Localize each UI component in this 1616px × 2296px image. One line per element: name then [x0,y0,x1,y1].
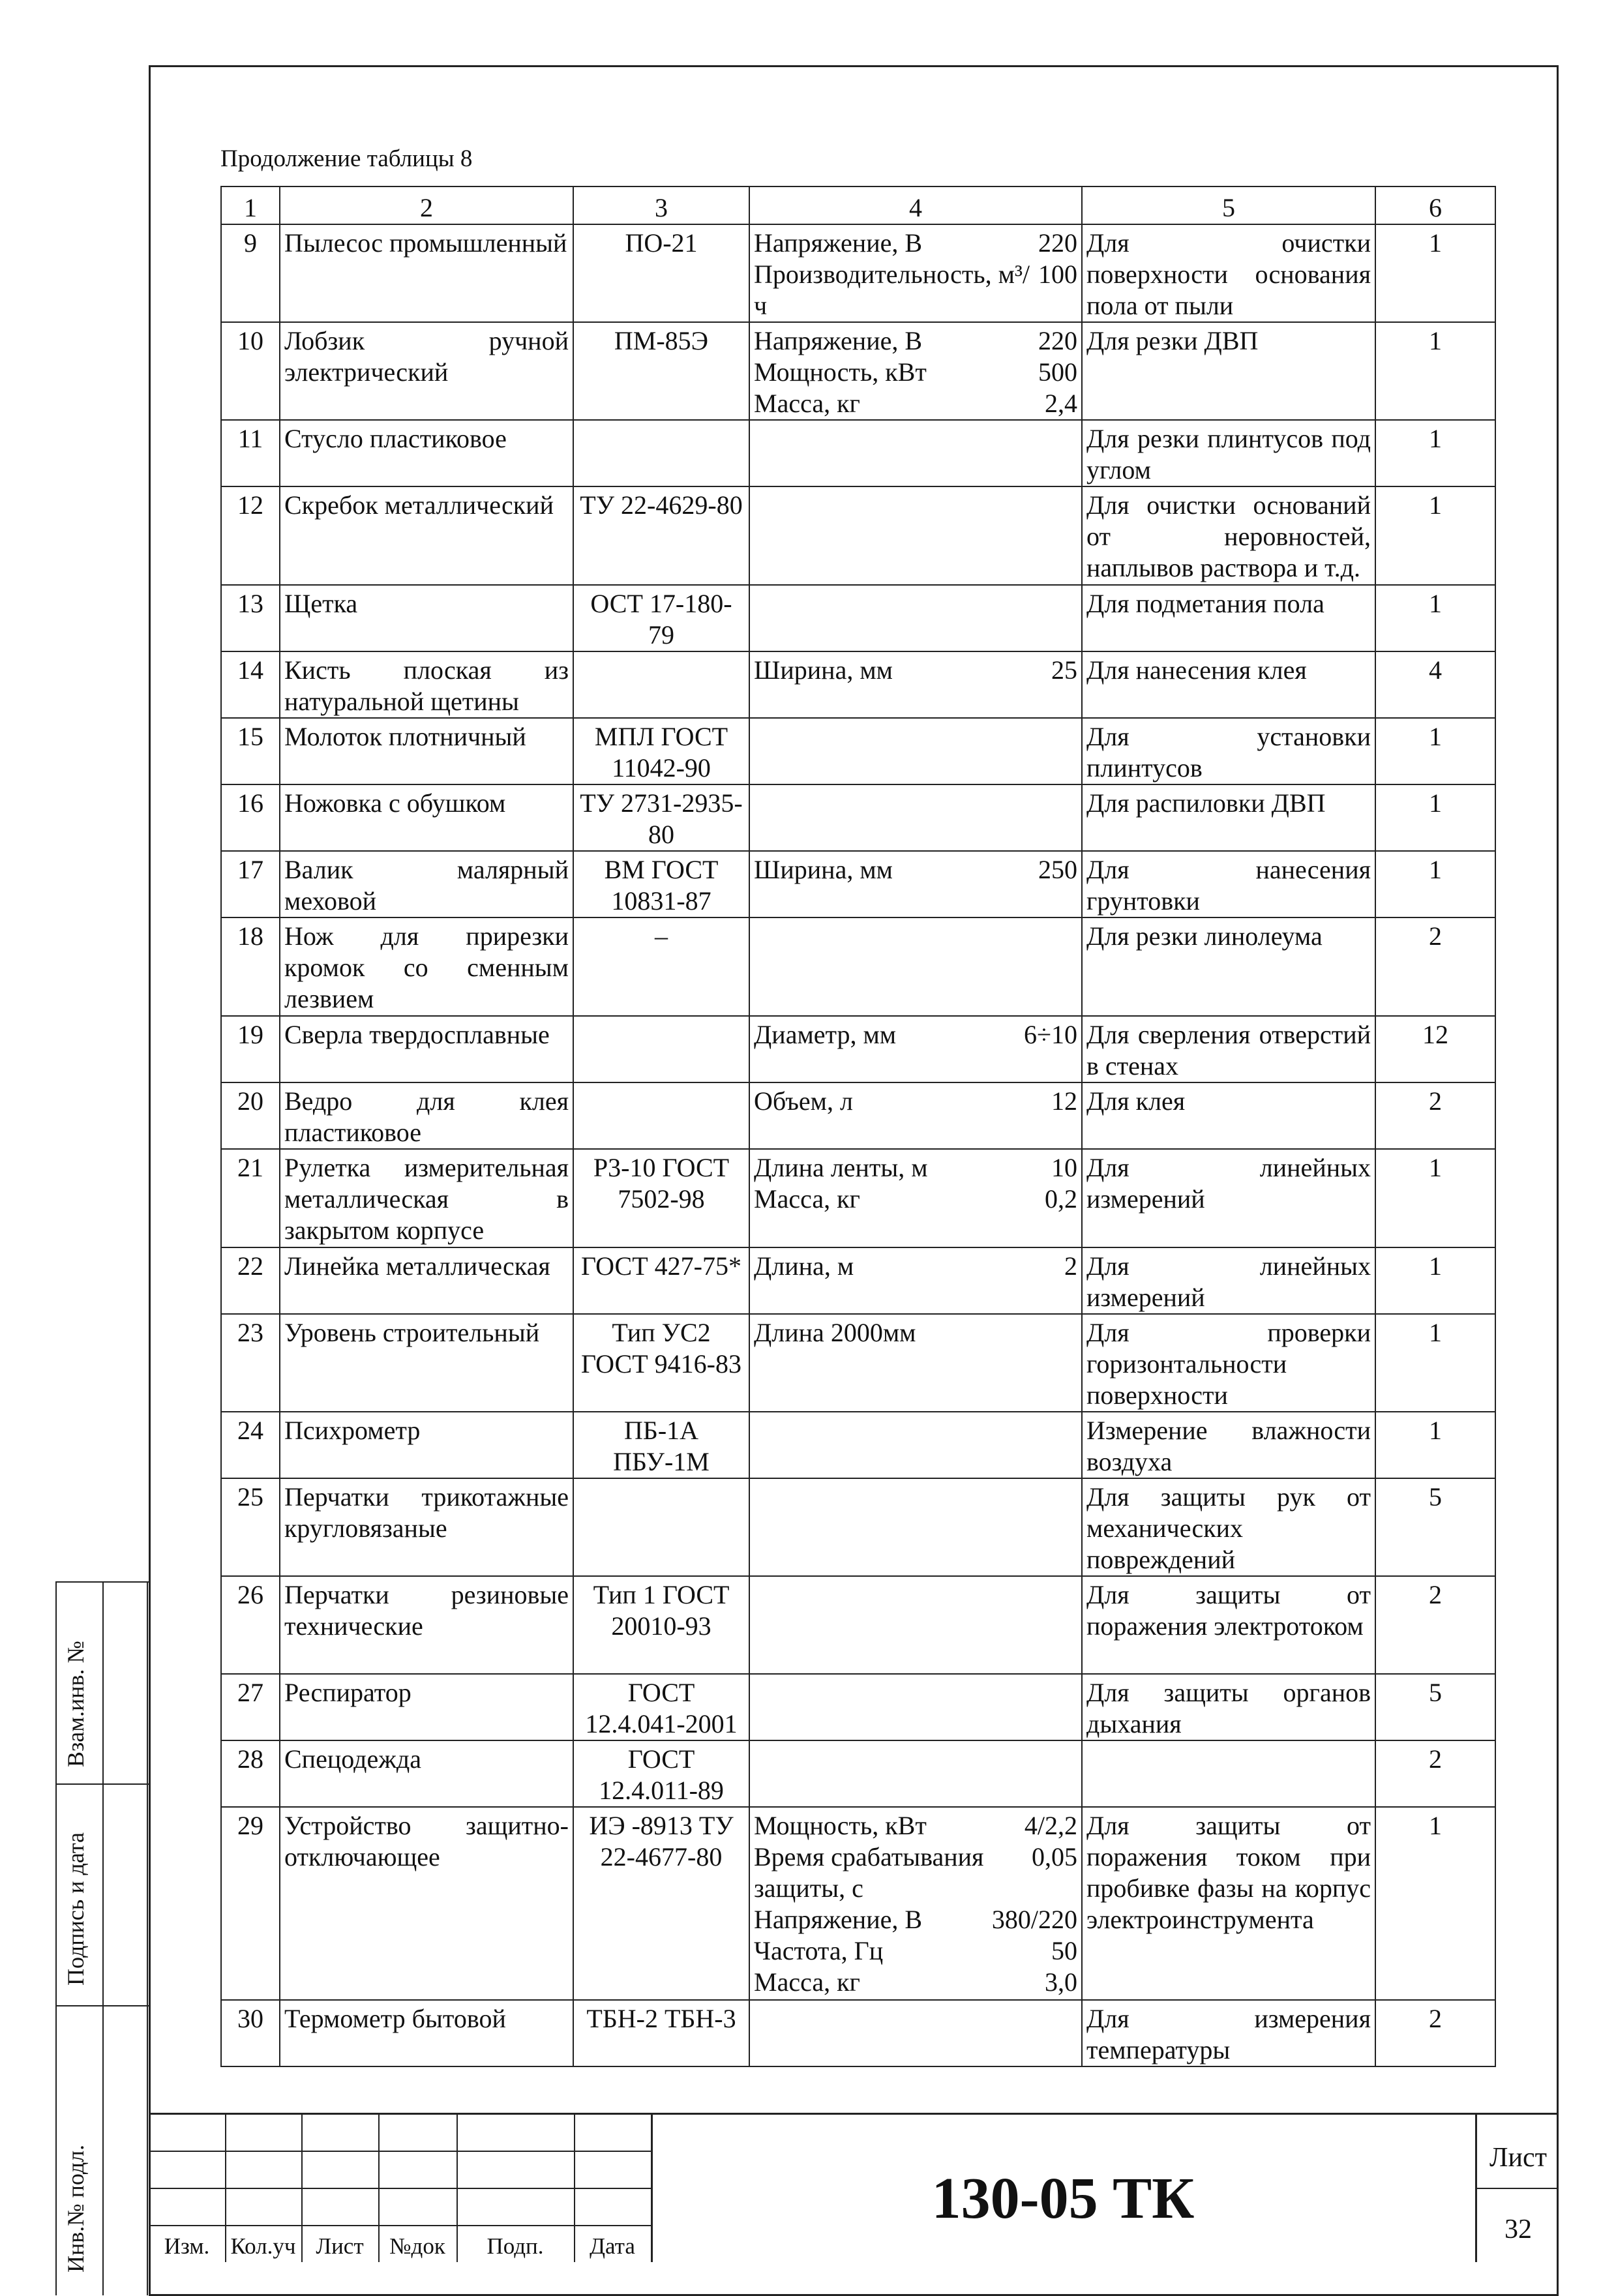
item-mark: ГОСТ 12.4.041-2001 [573,1674,749,1740]
param-label: Объем, л [754,1086,853,1116]
param-label: Мощность, кВт [754,357,927,387]
item-name: Психрометр [280,1412,573,1478]
param-line [754,1086,1077,1117]
row-number: 9 [221,224,280,322]
param-label: Напряжение, В [754,228,923,258]
item-params [749,1016,1082,1082]
table-row [221,784,1495,851]
item-quantity: 2 [1375,2000,1495,2066]
item-params [749,651,1082,718]
item-purpose: Для клея [1082,1082,1375,1149]
param-line [754,259,1077,321]
table-row [221,585,1495,651]
param-value: 220 [1038,228,1077,258]
item-mark: ГОСТ 12.4.011-89 [573,1740,749,1807]
item-quantity: 12 [1375,1016,1495,1082]
item-params [749,1576,1082,1674]
item-params [749,585,1082,651]
row-number: 18 [221,917,280,1016]
table-row [221,1576,1495,1674]
item-mark [573,651,749,718]
item-name: Пылесос промышленный [280,224,573,322]
param-line [754,325,1077,357]
item-params [749,486,1082,585]
item-name: Скребок металлический [280,486,573,585]
item-quantity: 1 [1375,1412,1495,1478]
param-value: 2 [1064,1251,1077,1281]
item-mark [573,1478,749,1576]
item-params [749,420,1082,486]
item-purpose: Для линейных измерений [1082,1149,1375,1247]
side-stamp [55,1581,149,2295]
header-cell: 1 [221,186,280,224]
item-name: Ножовка с обушком [280,784,573,851]
param-line [754,388,1077,419]
item-purpose: Для резки плинтусов под углом [1082,420,1375,486]
item-params [749,1314,1082,1412]
header-row [221,186,1495,224]
row-number: 26 [221,1576,280,1674]
item-mark [573,1016,749,1082]
header-cell: 3 [573,186,749,224]
item-purpose: Для защиты органов дыхания [1082,1674,1375,1740]
item-purpose: Для проверки горизонтальности поверхности [1082,1314,1375,1412]
param-line [754,1810,1077,1841]
param-value: 3,0 [1045,1967,1077,1997]
param-label: Производительность, м³/ч [754,260,1030,320]
param-value: 12 [1051,1086,1077,1116]
item-purpose: Для линейных измерений [1082,1247,1375,1314]
item-name: Респиратор [280,1674,573,1740]
title-label-sheet: Лист [316,2233,364,2259]
param-value: 50 [1051,1936,1077,1965]
item-name: Стусло пластиковое [280,420,573,486]
param-value: 6÷10 [1024,1020,1077,1049]
param-label: Напряжение, В [754,326,923,355]
item-purpose: Для защиты от поражения током при пробивке фазы на корпус электроинструмента [1082,1807,1375,2000]
table-row [221,486,1495,585]
row-number: 15 [221,718,280,784]
item-name: Перчатки трикотажные кругловязаные [280,1478,573,1576]
header-cell: 5 [1082,186,1375,224]
item-name: Молоток плотничный [280,718,573,784]
item-purpose: Для очистки оснований от неровностей, наплывов раствора и т.д. [1082,486,1375,585]
sheet-number: 32 [1504,2214,1532,2244]
item-mark: Р3-10 ГОСТ 7502-98 [573,1149,749,1247]
param-value: 100 [1038,260,1077,289]
item-name: Линейка металлическая [280,1247,573,1314]
item-name: Термометр бытовой [280,2000,573,2066]
item-name: Валик малярный меховой [280,851,573,917]
item-params [749,1247,1082,1314]
title-label-count: Кол.уч [230,2233,296,2259]
param-value: 250 [1038,855,1077,884]
item-purpose: Для измерения температуры [1082,2000,1375,2066]
param-label: Частота, Гц [754,1936,884,1965]
param-value: 25 [1051,655,1077,685]
item-params [749,224,1082,322]
item-quantity: 2 [1375,917,1495,1016]
item-purpose [1082,1740,1375,1807]
param-label: Ширина, мм [754,655,893,685]
row-number: 20 [221,1082,280,1149]
param-line [754,1841,1077,1904]
item-purpose: Для защиты рук от механических повреждений [1082,1478,1375,1576]
item-mark: ТУ 22-4629-80 [573,486,749,585]
item-mark: ВМ ГОСТ 10831-87 [573,851,749,917]
row-number: 24 [221,1412,280,1478]
param-label: Масса, кг [754,389,860,418]
header-cell: 4 [749,186,1082,224]
item-mark: ПБ-1А ПБУ-1М [573,1412,749,1478]
row-number: 17 [221,851,280,917]
item-quantity: 5 [1375,1478,1495,1576]
item-purpose: Для подметания пола [1082,585,1375,651]
item-name: Щетка [280,585,573,651]
param-line [754,1935,1077,1967]
table-row [221,651,1495,718]
item-quantity: 1 [1375,1247,1495,1314]
item-params [749,322,1082,420]
param-value: 0,05 [1032,1842,1077,1871]
item-params [749,1478,1082,1576]
table-row [221,1740,1495,1807]
row-number: 27 [221,1674,280,1740]
table-row [221,1807,1495,2000]
item-quantity: 1 [1375,224,1495,322]
param-label: Ширина, мм [754,855,893,884]
row-number: 19 [221,1016,280,1082]
item-quantity: 1 [1375,1314,1495,1412]
item-mark: ПМ-85Э [573,322,749,420]
item-params [749,1740,1082,1807]
row-number: 29 [221,1807,280,2000]
row-number: 22 [221,1247,280,1314]
item-name: Ведро для клея пластиковое [280,1082,573,1149]
param-label: Мощность, кВт [754,1811,927,1840]
title-label-change: Изм. [164,2233,210,2259]
item-params [749,851,1082,917]
param-label: Масса, кг [754,1184,860,1214]
table-row [221,1247,1495,1314]
item-purpose: Для распиловки ДВП [1082,784,1375,851]
param-value: 380/220 [991,1905,1077,1934]
item-quantity: 1 [1375,486,1495,585]
param-value: 500 [1038,357,1077,387]
param-label: Длина 2000мм [754,1318,916,1347]
param-label: Масса, кг [754,1967,860,1997]
param-label: Напряжение, В [754,1905,923,1934]
param-line [754,1184,1077,1215]
item-params [749,784,1082,851]
item-params [749,1082,1082,1149]
param-value: 4/2,2 [1024,1811,1077,1840]
table-row [221,851,1495,917]
item-name: Спецодежда [280,1740,573,1807]
item-quantity: 1 [1375,420,1495,486]
item-quantity: 1 [1375,718,1495,784]
param-value: 2,4 [1045,389,1077,418]
param-line [754,854,1077,886]
side-label-signature: Подпись и дата [63,1832,89,1986]
item-purpose: Для нанесения грунтовки [1082,851,1375,917]
item-quantity: 2 [1375,1082,1495,1149]
item-quantity: 2 [1375,1576,1495,1674]
param-value: 220 [1038,326,1077,355]
param-value: 10 [1051,1153,1077,1182]
row-number: 12 [221,486,280,585]
item-name: Устройство защитно-отключающее [280,1807,573,2000]
item-purpose: Для резки ДВП [1082,322,1375,420]
param-label: Длина, м [754,1251,854,1281]
item-mark: МПЛ ГОСТ 11042-90 [573,718,749,784]
item-mark: ПО-21 [573,224,749,322]
param-line [754,655,1077,686]
param-value: 0,2 [1045,1184,1077,1214]
row-number: 21 [221,1149,280,1247]
item-mark: Тип 1 ГОСТ 20010-93 [573,1576,749,1674]
title-label-date: Дата [590,2233,635,2259]
param-label: Диаметр, мм [754,1020,897,1049]
item-quantity: 2 [1375,1740,1495,1807]
item-name: Перчатки резиновые технические [280,1576,573,1674]
item-quantity: 1 [1375,322,1495,420]
row-number: 16 [221,784,280,851]
table-row [221,224,1495,322]
item-quantity: 4 [1375,651,1495,718]
item-params [749,1149,1082,1247]
equipment-table [220,186,1496,2067]
item-purpose: Для очистки поверхности основания пола от пыли [1082,224,1375,322]
param-line [754,228,1077,259]
param-line [754,1251,1077,1282]
item-params [749,1674,1082,1740]
item-quantity: 1 [1375,1807,1495,2000]
sheet-label: Лист [1489,2143,1547,2173]
row-number: 25 [221,1478,280,1576]
param-line [754,357,1077,388]
title-label-signature: Подп. [486,2233,544,2259]
param-label: Длина ленты, м [754,1153,928,1182]
table-row [221,1478,1495,1576]
table-row [221,1412,1495,1478]
item-purpose: Для сверления отверстий в стенах [1082,1016,1375,1082]
item-purpose: Для защиты от поражения электротоком [1082,1576,1375,1674]
item-mark: Тип УС2 ГОСТ 9416-83 [573,1314,749,1412]
item-params [749,917,1082,1016]
header-cell: 6 [1375,186,1495,224]
item-quantity: 1 [1375,585,1495,651]
param-line [754,1152,1077,1184]
item-purpose: Для установки плинтусов [1082,718,1375,784]
item-params [749,2000,1082,2066]
row-number: 28 [221,1740,280,1807]
item-purpose: Для резки линолеума [1082,917,1375,1016]
title-label-docnum: №док [389,2233,445,2259]
item-mark: ИЭ -8913 ТУ 22-4677-80 [573,1807,749,2000]
item-mark [573,420,749,486]
item-params [749,1807,1082,2000]
item-name: Нож для прирезки кромок со сменным лезвием [280,917,573,1016]
item-quantity: 1 [1375,784,1495,851]
item-mark [573,1082,749,1149]
row-number: 10 [221,322,280,420]
table-row [221,1149,1495,1247]
param-line [754,1904,1077,1935]
item-quantity: 5 [1375,1674,1495,1740]
item-mark: ГОСТ 427-75* [573,1247,749,1314]
table-caption: Продолжение таблицы 8 [220,145,473,172]
item-params [749,1412,1082,1478]
param-line [754,1019,1077,1051]
item-quantity: 1 [1375,851,1495,917]
table-row [221,2000,1495,2066]
item-name: Уровень строительный [280,1314,573,1412]
table-row [221,1082,1495,1149]
item-name: Кисть плоская из натуральной щетины [280,651,573,718]
row-number: 13 [221,585,280,651]
side-label-inventory: Инв.№ подл. [63,2144,89,2273]
item-name: Сверла твердосплавные [280,1016,573,1082]
item-mark: ТБН-2 ТБН-3 [573,2000,749,2066]
table-row [221,718,1495,784]
table-row [221,1674,1495,1740]
item-mark: ТУ 2731-2935-80 [573,784,749,851]
table-row [221,917,1495,1016]
row-number: 11 [221,420,280,486]
param-label: Время срабатывания защиты, с [754,1842,984,1903]
side-label-replacement: Взам.инв. № [63,1641,89,1767]
item-purpose: Измерение влажности воздуха [1082,1412,1375,1478]
item-quantity: 1 [1375,1149,1495,1247]
item-name: Рулетка измерительная металлическая в закрытом корпусе [280,1149,573,1247]
item-params [749,718,1082,784]
item-purpose: Для нанесения клея [1082,651,1375,718]
item-mark: ОСТ 17-180-79 [573,585,749,651]
table-row [221,1314,1495,1412]
table-row [221,1016,1495,1082]
row-number: 23 [221,1314,280,1412]
param-line [754,1317,1077,1349]
param-line [754,1967,1077,1998]
document-code: 130-05 ТК [931,2166,1195,2231]
row-number: 14 [221,651,280,718]
item-mark: – [573,917,749,1016]
table-row [221,420,1495,486]
row-number: 30 [221,2000,280,2066]
table-row [221,322,1495,420]
item-name: Лобзик ручной электрический [280,322,573,420]
header-cell: 2 [280,186,573,224]
